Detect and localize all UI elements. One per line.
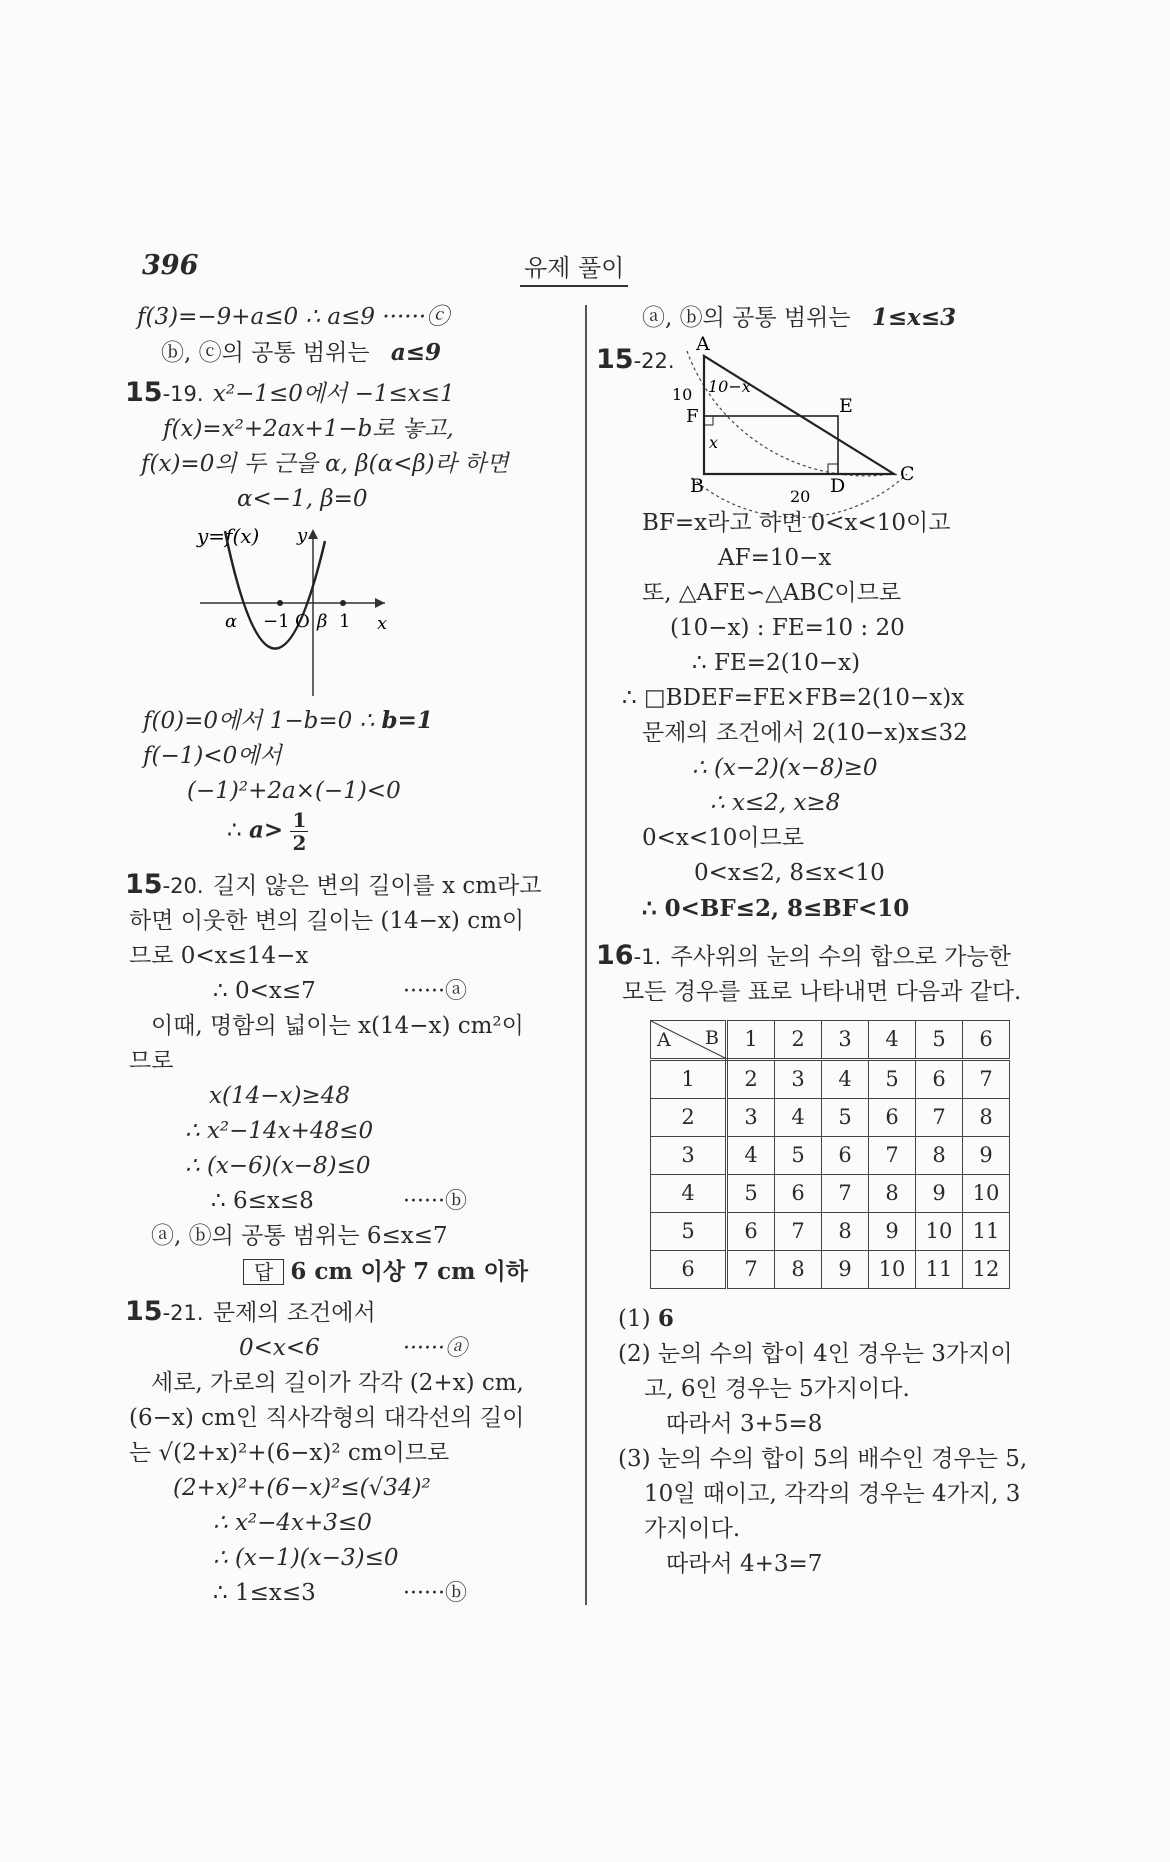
triangle-figure (672, 333, 982, 506)
table-cell: 8 (775, 1251, 822, 1289)
table-cell: 4 (727, 1137, 775, 1175)
table-cell: 4 (822, 1060, 869, 1099)
text-line: ∴ (x−1)(x−3)≤0 (213, 1545, 399, 1571)
graph-label-x: x (377, 613, 388, 634)
text-line: f(0)=0에서 1−b=0 ∴ b=1 (143, 707, 433, 734)
table-cell: 8 (822, 1213, 869, 1251)
text-line: 문제의 조건에서 2(10−x)x≤32 (642, 720, 968, 746)
label-ten-minus-x: 10−x (708, 377, 751, 396)
text-line: (10−x) : FE=10 : 20 (670, 615, 905, 641)
text-line: ∴ x²−14x+48≤0 (185, 1118, 374, 1144)
row-header: 2 (651, 1099, 727, 1137)
text-line: α<−1, β=0 (237, 486, 368, 512)
answer-line: 답 6 cm 이상 7 cm 이하 (125, 1254, 575, 1290)
text-line: f(x)=0의 두 근을 α, β(α<β)라 하면 (141, 451, 509, 477)
text-line: ∴ 0<x≤7 ······ⓐ (213, 978, 467, 1004)
text-line: f(x)=x²+2ax+1−b로 놓고, (163, 416, 454, 442)
table-row (651, 1175, 1010, 1213)
table-row (651, 1137, 1010, 1175)
page-number: 396 (142, 250, 199, 281)
page-header: 유제 풀이 (520, 248, 628, 287)
table-cell: 6 (869, 1099, 916, 1137)
text-line: 하면 이웃한 변의 길이는 (14−x) cm이 (129, 908, 525, 934)
point-minus-one (277, 600, 283, 606)
text-line: (6−x) cm인 직사각형의 대각선의 길이 (129, 1405, 525, 1431)
text-line: 모든 경우를 표로 나타내면 다음과 같다. (622, 979, 1022, 1005)
label-a: A (696, 333, 710, 355)
col-header: 3 (822, 1021, 869, 1060)
table-cell: 7 (775, 1213, 822, 1251)
table-cell: 7 (869, 1137, 916, 1175)
text-line: (−1)²+2a×(−1)<0 (187, 778, 401, 804)
text-line: 0<x<10이므로 (642, 825, 805, 851)
right-angle-f (704, 416, 713, 425)
point-one (340, 600, 346, 606)
dice-sum-table (650, 1020, 1010, 1289)
col-header: 6 (963, 1021, 1010, 1060)
text-line: ∴ x≤2, x≥8 (710, 790, 841, 816)
table-cell: 9 (869, 1213, 916, 1251)
problem-15-19: 15-19. x²−1≤0에서 −1≤x≤1 (125, 377, 455, 408)
answer-2: (2) 눈의 수의 합이 4인 경우는 3가지이 (618, 1341, 1013, 1367)
row-header: 5 (651, 1213, 727, 1251)
text-line: 는 √(2+x)²+(6−x)² cm이므로 (129, 1440, 450, 1466)
graph-label-y: y (297, 525, 308, 546)
problem-16-1: 16-1. 주사위의 눈의 수의 합으로 가능한 (596, 940, 1011, 971)
text-line: 0<x<6 ······ⓐ (239, 1335, 467, 1361)
problem-15-21: 15-21. 문제의 조건에서 (125, 1296, 376, 1327)
x-axis-arrow-icon (375, 598, 385, 608)
triangle-abc (704, 356, 894, 474)
table-cell: 5 (822, 1099, 869, 1137)
table-cell: 10 (916, 1213, 963, 1251)
text-line: ⓐ, ⓑ의 공통 범위는 1≤x≤3 (642, 304, 957, 331)
text-line: 10일 때이고, 각각의 경우는 4가지, 3 (644, 1481, 1021, 1507)
graph-label-beta: β (317, 611, 328, 632)
graph-label-one: 1 (339, 611, 351, 632)
text-line: (2+x)²+(6−x)²≤(√34)² (173, 1475, 431, 1501)
table-cell: 7 (916, 1099, 963, 1137)
text-line: 세로, 가로의 길이가 각각 (2+x) cm, (151, 1370, 524, 1396)
text-line: 0<x≤2, 8≤x<10 (694, 860, 885, 886)
text-line: ∴ 0<BF≤2, 8≤BF<10 (642, 895, 910, 922)
text-line: ∴ □BDEF=FE×FB=2(10−x)x (622, 685, 965, 711)
text-line: ⓑ, ⓒ의 공통 범위는 a≤9 (161, 339, 442, 366)
table-cell: 7 (727, 1251, 775, 1289)
dashed-arc (687, 351, 892, 476)
table-cell: 10 (963, 1175, 1010, 1213)
table-cell: 6 (775, 1175, 822, 1213)
table-cell: 5 (775, 1137, 822, 1175)
label-f: F (686, 406, 699, 427)
table-row (651, 1099, 1010, 1137)
rectangle-bdef (704, 416, 838, 474)
table-cell: 11 (916, 1251, 963, 1289)
graph-label-alpha: α (225, 611, 238, 632)
table-cell: 4 (775, 1099, 822, 1137)
row-header: 4 (651, 1175, 727, 1213)
problem-15-22: 15-22. A B C D E F 10 10−x x 20 (618, 336, 1058, 506)
fraction-one-half: $\frac{1}{2}$ (292, 808, 307, 855)
graph-label-fx: y=f(x) (197, 524, 260, 548)
table-cell: 5 (869, 1060, 916, 1099)
label-twenty: 20 (790, 487, 811, 506)
text-line: ∴ x²−4x+3≤0 (213, 1510, 372, 1536)
text-line: ∴ (x−6)(x−8)≤0 (185, 1153, 371, 1179)
row-header: 6 (651, 1251, 727, 1289)
text-line: 따라서 4+3=7 (666, 1551, 823, 1577)
table-cell: 3 (775, 1060, 822, 1099)
col-header: 1 (727, 1021, 775, 1060)
table-cell: 5 (727, 1175, 775, 1213)
table-cell: 11 (963, 1213, 1010, 1251)
parabola-graph (185, 521, 485, 701)
table-cell: 3 (727, 1099, 775, 1137)
table-cell: 8 (963, 1099, 1010, 1137)
text-line: ∴ FE=2(10−x) (692, 650, 861, 676)
text-line: 므로 (129, 1048, 174, 1074)
table-cell: 6 (727, 1213, 775, 1251)
table-cell: 10 (869, 1251, 916, 1289)
table-cell: 8 (916, 1137, 963, 1175)
label-x: x (709, 433, 719, 452)
label-e: E (839, 395, 853, 417)
row-header: 1 (651, 1060, 727, 1099)
text-line: f(−1)<0에서 (143, 743, 282, 769)
col-header: 2 (775, 1021, 822, 1060)
text-line: ∴ a> $\frac{1}{2}$ (227, 808, 307, 855)
table-cell: 9 (916, 1175, 963, 1213)
table-corner: B A (651, 1021, 727, 1060)
right-column (596, 300, 1058, 1582)
graph-label-minus-one: −1 (263, 611, 290, 632)
y-axis-arrow-icon (308, 529, 318, 539)
table-cell: 7 (822, 1175, 869, 1213)
table-cell: 6 (822, 1137, 869, 1175)
text-line: 또, △AFE∽△ABC이므로 (642, 580, 902, 606)
text-line: ∴ (x−2)(x−8)≥0 (692, 755, 878, 781)
text-line: ⓐ, ⓑ의 공통 범위는 6≤x≤7 (151, 1223, 448, 1249)
table-cell: 8 (869, 1175, 916, 1213)
column-divider (585, 305, 587, 1605)
text-line: ∴ 1≤x≤3 ······ⓑ (213, 1580, 467, 1606)
left-column (125, 300, 575, 1611)
answer-3: (3) 눈의 수의 합이 5의 배수인 경우는 5, (618, 1446, 1028, 1472)
text-line: x(14−x)≥48 (209, 1083, 350, 1109)
text-line: f(3)=−9+a≤0 ∴ a≤9 ······ⓒ (137, 304, 450, 330)
label-c: C (900, 463, 915, 485)
label-d: D (830, 475, 846, 497)
text-line: ∴ 6≤x≤8 ······ⓑ (211, 1188, 467, 1214)
text-line: 따라서 3+5=8 (666, 1411, 823, 1437)
answer-1: (1) 6 (618, 1305, 674, 1332)
table-cell: 2 (727, 1060, 775, 1099)
label-b: B (690, 475, 704, 497)
col-header: 5 (916, 1021, 963, 1060)
text-line: AF=10−x (718, 545, 832, 571)
table-row (651, 1060, 1010, 1099)
problem-15-20: 15-20. 길지 않은 변의 길이를 x cm라고 (125, 869, 542, 900)
table-cell: 7 (963, 1060, 1010, 1099)
table-cell: 9 (822, 1251, 869, 1289)
label-ten: 10 (672, 385, 693, 404)
table-cell: 6 (916, 1060, 963, 1099)
table-row (651, 1213, 1010, 1251)
table-header-row (651, 1021, 1010, 1060)
text-line: 이때, 명함의 넓이는 x(14−x) cm²이 (151, 1013, 524, 1039)
col-header: 4 (869, 1021, 916, 1060)
table-cell: 12 (963, 1251, 1010, 1289)
table-row (651, 1251, 1010, 1289)
text-line: 가지이다. (644, 1516, 741, 1542)
text-line: 고, 6인 경우는 5가지이다. (644, 1376, 910, 1402)
table-cell: 9 (963, 1137, 1010, 1175)
text-line: BF=x라고 하면 0<x<10이고 (642, 510, 951, 536)
text-line: 므로 0<x≤14−x (129, 943, 309, 969)
row-header: 3 (651, 1137, 727, 1175)
graph-label-origin: O (295, 611, 310, 632)
